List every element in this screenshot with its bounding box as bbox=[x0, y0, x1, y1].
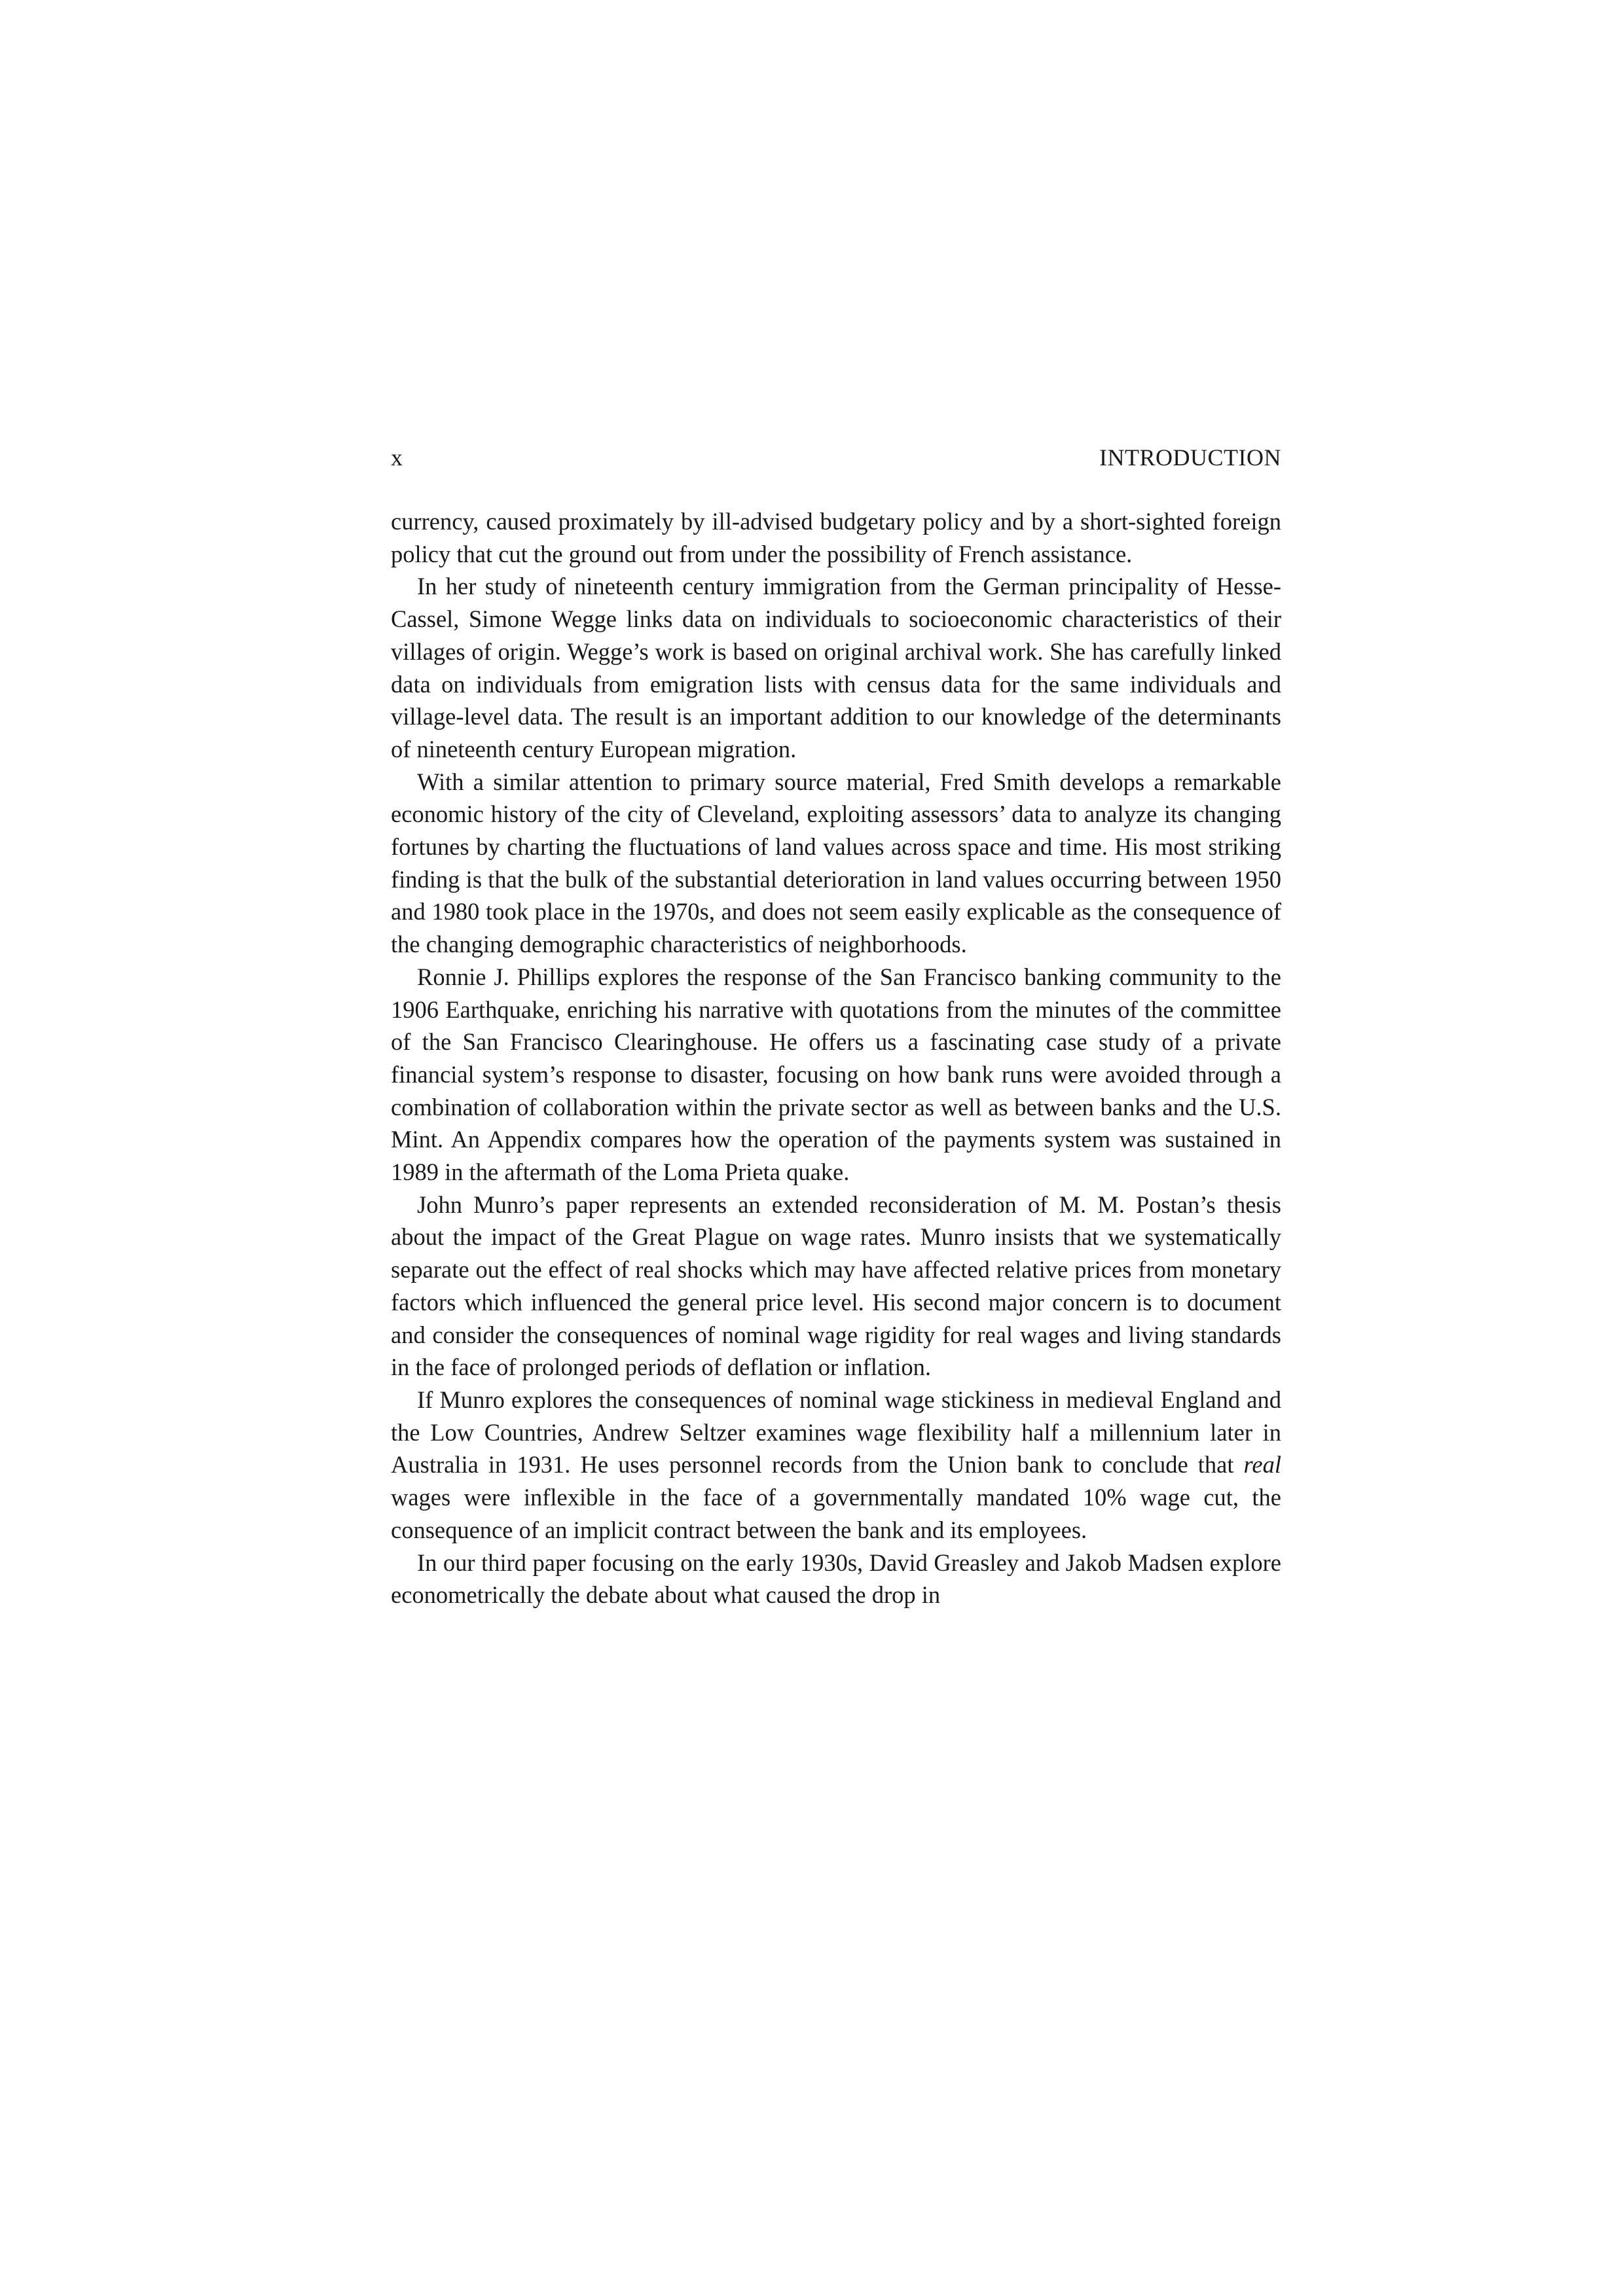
body-text bbox=[391, 505, 1281, 1611]
paragraph: currency, caused proximately by ill-advised budgetary policy and by a short-sighted foreign policy that cut the ground out from under the possibility of French assistance. bbox=[391, 508, 1281, 567]
italic-emphasis: real bbox=[1243, 1451, 1281, 1479]
paragraph: With a similar attention to primary source material, Fred Smith develops a remarkable economic history of the city of Cleveland, exploiting assessors’ data to analyze its changing fortunes by charting the fluctuations of land values across space and time. His most striking finding is that the bulk of the substantial deterioration in land values occurring between 1950 and 1980 took place in the 1970s, and does not seem easily explicable as the consequence of the changing demographic characteristics of neighborhoods. bbox=[391, 768, 1281, 958]
running-title: INTRODUCTION bbox=[1099, 444, 1281, 471]
paragraph bbox=[391, 1384, 1281, 1547]
paragraph: John Munro’s paper represents an extended reconsideration of M. M. Postan’s thesis about the impact of the Great Plague on wage rates. Munro insists that we systematically separate out the effect of real shocks which may have affected relative prices from monetary factors which influenced the general price level. His second major concern is to document and consider the consequences of nominal wage rigidity for real wages and living standards in the face of prolonged periods of deflation or inflation. bbox=[391, 1191, 1281, 1381]
page-number: x bbox=[391, 444, 403, 471]
paragraph-text: If Munro explores the consequences of nominal wage stickiness in medieval England and the Low Countries, Andrew Seltzer examines wage flexibility half a millennium later in Australia in 1931. He uses personnel records from the Union bank to conclude that bbox=[391, 1386, 1281, 1479]
paragraph: In her study of nineteenth century immigration from the German principality of Hesse-Cassel, Simone Wegge links data on individuals to socioeconomic characteristics of their villages of origin. Wegge’s work is based on original archival work. She has carefully linked data on individuals from emigration lists with census data for the same individuals and village-level data. The result is an important addition to our knowledge of the determinants of nineteenth century European migration. bbox=[391, 573, 1281, 762]
running-head bbox=[391, 444, 1281, 476]
paragraph: Ronnie J. Phillips explores the response of the San Francisco banking community to the 1906 Earthquake, enriching his narrative with quotations from the minutes of the committee of the San Francisco Clearinghouse. He offers us a fascinating case study of a private financial system’s response to disaster, focusing on how bank runs were avoided through a combination of collaboration within the private sector as well as between banks and the U.S. Mint. An Appendix compares how the operation of the payments system was sustained in 1989 in the aftermath of the Loma Prieta quake. bbox=[391, 963, 1281, 1186]
paragraph-text: wages were inflexible in the face of a governmentally mandated 10% wage cut, the consequence of an implicit contract between the bank and its employees. bbox=[391, 1484, 1281, 1543]
paragraph: In our third paper focusing on the early 1930s, David Greasley and Jakob Madsen explore econometrically the debate about what caused the drop in bbox=[391, 1549, 1281, 1609]
